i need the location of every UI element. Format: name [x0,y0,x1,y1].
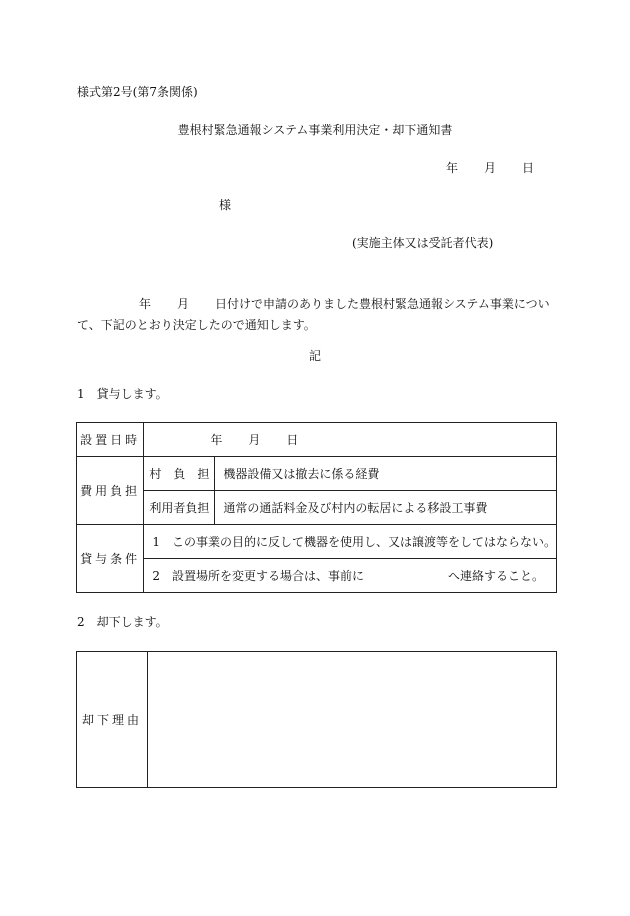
table-row [77,652,557,788]
install-date-label: 設置日時 [77,423,144,457]
body-line-1-rest: 日付けで申請のありました豊根村緊急通報システム事業につい [215,297,550,311]
rejection-reason-value[interactable] [148,652,557,788]
table-row [77,423,557,457]
install-year: 年 [210,433,223,447]
table-row [77,559,557,593]
village-burden-label: 村 負 担 [144,457,215,491]
body-text [77,294,555,336]
body-line-2: て、下記のとおり決定したので通知します。 [77,318,316,332]
issue-date-day: 日 [522,161,535,175]
item-1-heading: 1 貸与します。 [77,387,168,401]
user-burden-label: 利用者負担 [144,491,215,525]
sender: (実施主体又は受託者代表) [352,236,494,250]
issue-date-month: 月 [484,161,497,175]
install-day: 日 [286,433,299,447]
body-line-1 [77,294,555,315]
body-year: 年 [139,297,152,311]
document-title: 豊根村緊急通報システム事業利用決定・却下通知書 [177,123,453,137]
install-month: 月 [248,433,261,447]
condition-1: 1 この事業の目的に反して機器を使用し、又は譲渡等をしてはならない。 [144,525,557,559]
village-burden-value: 機器設備又は撤去に係る経費 [215,457,557,491]
rejection-table [76,651,557,788]
user-burden-value: 通常の通話料金及び村内の転居による移設工事費 [215,491,557,525]
grant-table [76,422,557,593]
cost-label: 費用負担 [77,457,144,525]
install-date-value [144,423,557,457]
table-row [77,491,557,525]
conditions-label: 貸与条件 [77,525,144,593]
condition-2 [144,559,557,593]
item-2-heading: 2 却下します。 [77,615,168,629]
form-number: 様式第2号(第7条関係) [77,85,198,99]
issue-date-year: 年 [446,161,459,175]
addressee: 様 [219,198,232,212]
condition-2-part-a: 2 設置場所を変更する場合は、事前に [152,569,364,583]
rejection-reason-label: 却下理由 [77,652,148,788]
table-row [77,525,557,559]
ki-heading: 記 [308,349,321,363]
issue-date [446,162,534,174]
table-row [77,457,557,491]
body-month: 月 [177,297,190,311]
condition-2-part-b: へ連絡すること。 [448,569,545,583]
